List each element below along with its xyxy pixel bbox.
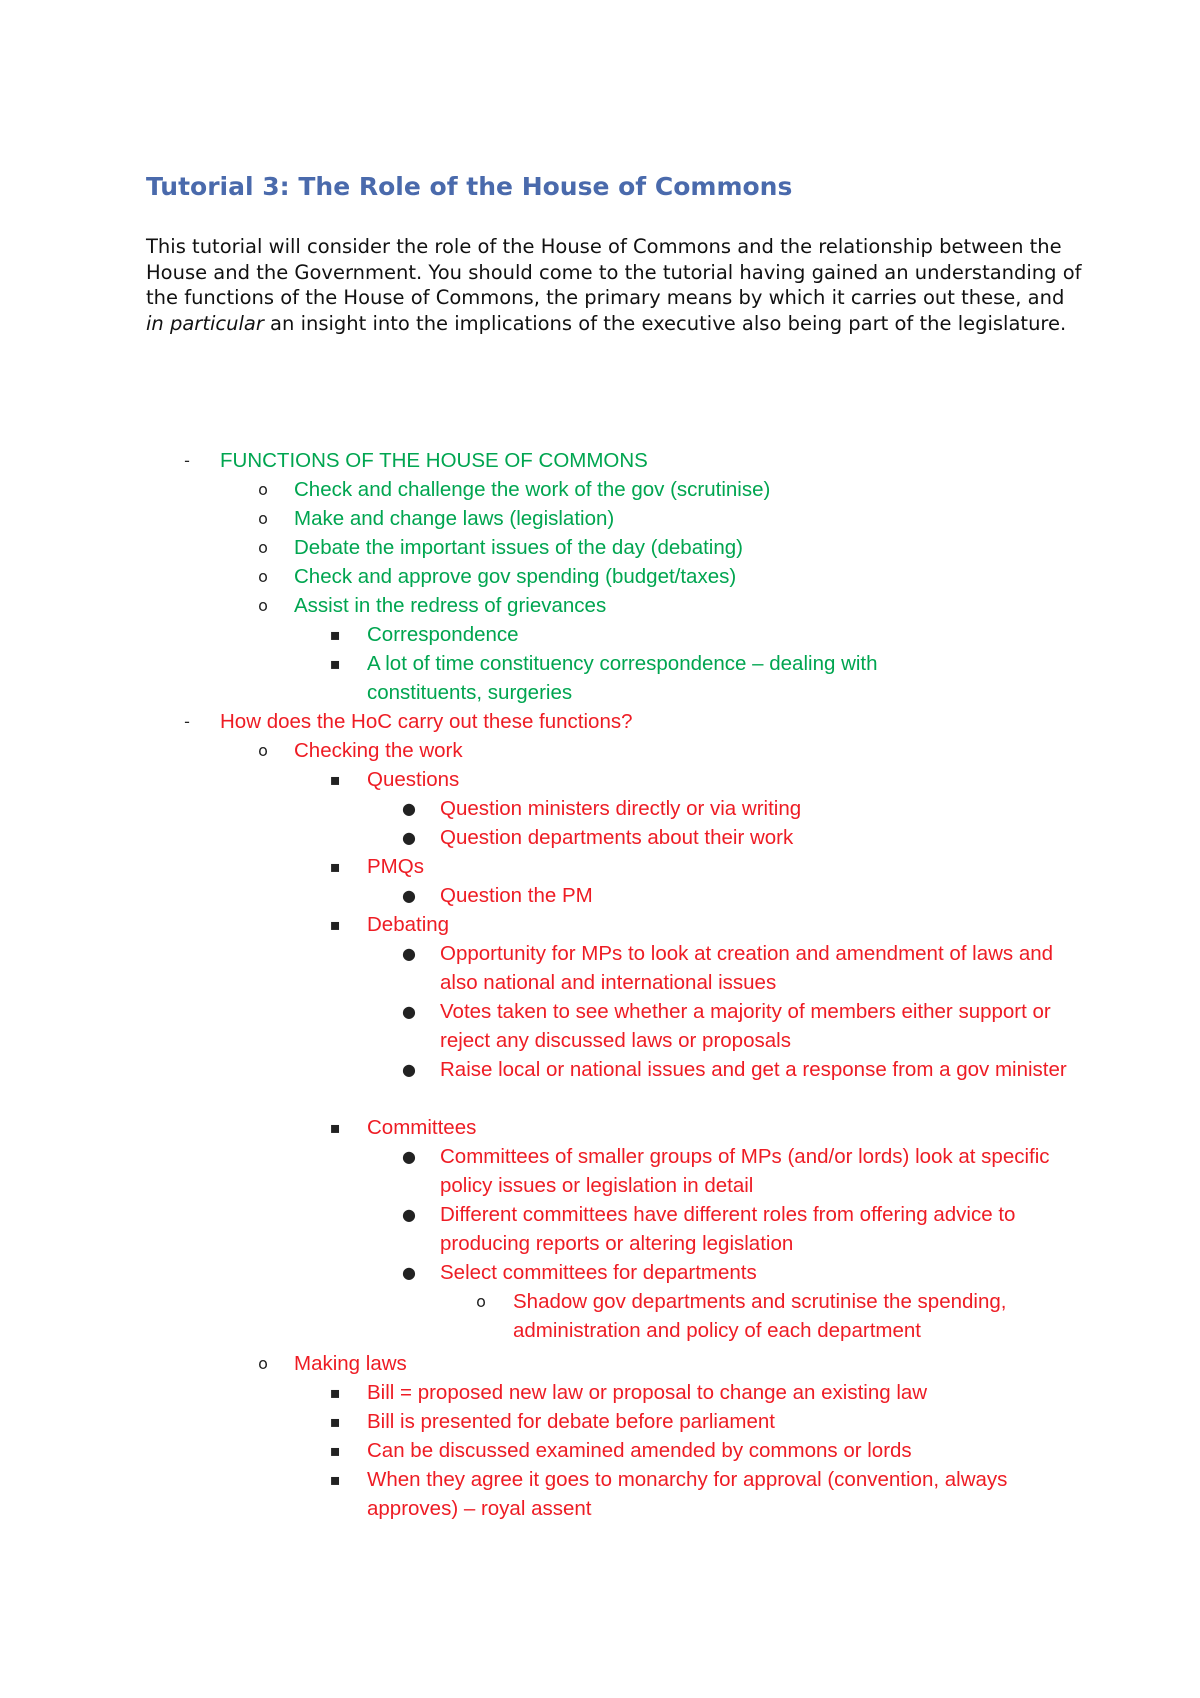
list-item <box>0 707 1200 736</box>
questions-item: Question departments about their work <box>440 826 794 849</box>
square-marker: ▪ <box>329 1118 341 1137</box>
circle-marker: o <box>258 538 268 557</box>
list-item <box>0 997 1200 1055</box>
bullet-marker: ● <box>402 944 416 963</box>
list-item <box>0 794 1200 823</box>
square-marker: ▪ <box>329 1383 341 1402</box>
list-item <box>0 649 1200 707</box>
list-item <box>0 823 1200 852</box>
circle-marker: o <box>258 509 268 528</box>
square-marker: ▪ <box>329 1470 341 1489</box>
bullet-marker: ● <box>402 828 416 847</box>
list-item <box>0 939 1200 997</box>
list-item <box>0 1407 1200 1436</box>
committees-item: Different committees have different roles from offering advice to producing reports or altering legislation <box>440 1203 1016 1255</box>
list-item <box>0 852 1200 881</box>
list-item <box>0 736 1200 765</box>
square-marker: ▪ <box>329 915 341 934</box>
bullet-marker: ● <box>402 799 416 818</box>
notes-outline <box>0 446 1200 1523</box>
function-item: Assist in the redress of grievances <box>294 594 607 617</box>
intro-paragraph <box>146 234 1086 336</box>
circle-marker: o <box>258 567 268 586</box>
how-heading: How does the HoC carry out these functions? <box>220 710 633 733</box>
making-laws-item: When they agree it goes to monarchy for approval (convention, always approves) – royal assent <box>367 1468 1008 1520</box>
committees-item: Select committees for departments <box>440 1261 757 1284</box>
list-item <box>0 591 1200 620</box>
making-laws-item: Bill = proposed new law or proposal to change an existing law <box>367 1381 928 1404</box>
square-marker: ▪ <box>329 1441 341 1460</box>
list-item <box>0 475 1200 504</box>
square-marker: ▪ <box>329 625 341 644</box>
pmqs-item: Question the PM <box>440 884 593 907</box>
list-item <box>0 620 1200 649</box>
intro-emphasis: in particular <box>146 311 264 335</box>
list-item <box>0 504 1200 533</box>
function-item: Make and change laws (legislation) <box>294 507 615 530</box>
debating-heading: Debating <box>367 913 450 936</box>
list-item <box>0 1142 1200 1200</box>
square-marker: ▪ <box>329 857 341 876</box>
list-item <box>0 1113 1200 1142</box>
list-item <box>0 1287 1200 1345</box>
circle-marker: o <box>258 596 268 615</box>
intro-text-start: This tutorial will consider the role of the House of Commons and the relationship between the House and the Government. You should come to the tutorial having gained an understanding of the functions of the House of Commons, the primary means by which it carries out these, and <box>146 235 1082 309</box>
square-marker: ▪ <box>329 770 341 789</box>
list-item <box>0 910 1200 939</box>
grievance-item: Correspondence <box>367 623 519 646</box>
list-item <box>0 1055 1200 1113</box>
dash-marker: - <box>184 451 190 470</box>
intro-text-end: an insight into the implications of the executive also being part of the legislature. <box>263 311 1067 335</box>
function-item: Check and approve gov spending (budget/taxes) <box>294 565 737 588</box>
list-item <box>0 562 1200 591</box>
function-item: Check and challenge the work of the gov (scrutinise) <box>294 478 771 501</box>
making-laws-heading: Making laws <box>294 1352 407 1375</box>
grievance-item: A lot of time constituency correspondence – dealing with constituents, surgeries <box>367 652 878 704</box>
circle-marker: o <box>258 741 268 760</box>
debating-item: Raise local or national issues and get a response from a gov minister <box>440 1058 1067 1081</box>
list-item <box>0 881 1200 910</box>
bullet-marker: ● <box>402 1205 416 1224</box>
list-item <box>0 765 1200 794</box>
bullet-marker: ● <box>402 1147 416 1166</box>
debating-item: Opportunity for MPs to look at creation and amendment of laws and also national and international issues <box>440 942 1054 994</box>
bullet-marker: ● <box>402 1060 416 1079</box>
functions-heading: FUNCTIONS OF THE HOUSE OF COMMONS <box>220 449 648 472</box>
questions-heading: Questions <box>367 768 460 791</box>
function-item: Debate the important issues of the day (debating) <box>294 536 743 559</box>
list-item <box>0 1200 1200 1258</box>
list-item <box>0 446 1200 475</box>
making-laws-item: Can be discussed examined amended by commons or lords <box>367 1439 912 1462</box>
bullet-marker: ● <box>402 886 416 905</box>
pmqs-heading: PMQs <box>367 855 424 878</box>
questions-item: Question ministers directly or via writing <box>440 797 802 820</box>
debating-item: Votes taken to see whether a majority of members either support or reject any discussed laws or proposals <box>440 1000 1051 1052</box>
select-committee-detail: Shadow gov departments and scrutinise the spending, administration and policy of each department <box>513 1290 1007 1342</box>
committees-heading: Committees <box>367 1116 477 1139</box>
making-laws-item: Bill is presented for debate before parliament <box>367 1410 775 1433</box>
list-item <box>0 1349 1200 1378</box>
page-title: Tutorial 3: The Role of the House of Commons <box>146 172 793 201</box>
list-item <box>0 533 1200 562</box>
checking-heading: Checking the work <box>294 739 463 762</box>
circle-marker: o <box>258 480 268 499</box>
square-marker: ▪ <box>329 1412 341 1431</box>
bullet-marker: ● <box>402 1002 416 1021</box>
circle-marker: o <box>258 1354 268 1373</box>
list-item <box>0 1258 1200 1287</box>
dash-marker: - <box>184 712 190 731</box>
square-marker: ▪ <box>329 654 341 673</box>
list-item <box>0 1465 1200 1523</box>
circle-marker: o <box>476 1292 486 1311</box>
committees-item: Committees of smaller groups of MPs (and/or lords) look at specific policy issues or legislation in detail <box>440 1145 1050 1197</box>
list-item <box>0 1436 1200 1465</box>
list-item <box>0 1378 1200 1407</box>
bullet-marker: ● <box>402 1263 416 1282</box>
